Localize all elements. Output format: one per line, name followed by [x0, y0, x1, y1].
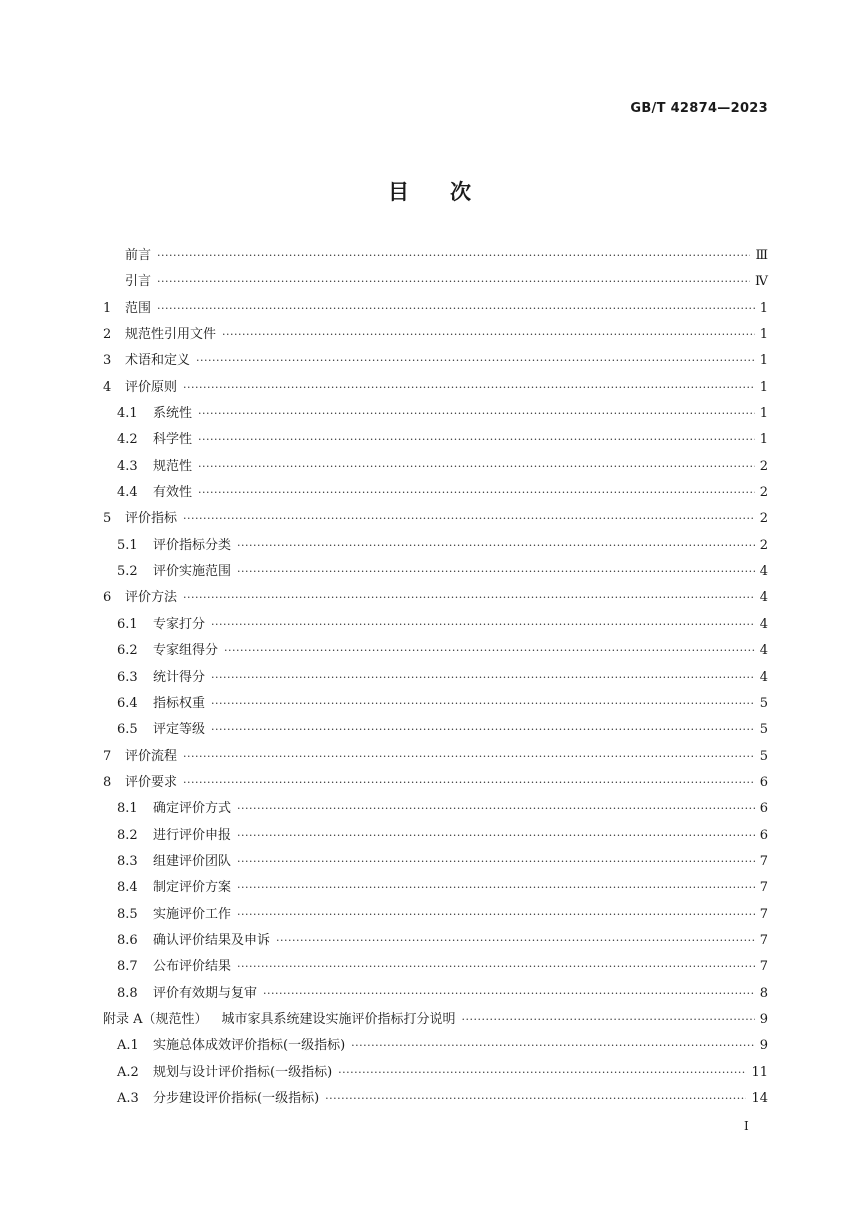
- toc-entry-number: 8: [103, 774, 112, 790]
- toc-entry[interactable]: [103, 903, 768, 929]
- toc-entry-label: 专家组得分: [153, 643, 219, 659]
- toc-entry[interactable]: [103, 982, 768, 1008]
- toc-entry-page: 5: [759, 722, 768, 738]
- toc-entry-number: 8.8: [117, 985, 138, 1001]
- toc-entry-label: 评价指标: [125, 511, 178, 527]
- dot-leader: [237, 881, 755, 894]
- toc-entry-page: 1: [759, 406, 768, 422]
- toc-entry-number: 6: [103, 590, 112, 606]
- toc-entry-page: 1: [759, 379, 768, 395]
- dot-leader: [157, 302, 755, 315]
- toc-entry-number: A.1: [117, 1038, 139, 1054]
- toc-entry-number: 8.4: [117, 880, 138, 896]
- table-of-contents: [103, 244, 768, 1113]
- dot-leader: [198, 460, 755, 473]
- toc-entry-number: 6.1: [117, 616, 138, 632]
- toc-entry-page: 7: [759, 880, 768, 896]
- toc-entry-label: 评价实施范围: [153, 564, 232, 580]
- toc-entry[interactable]: [103, 1008, 768, 1034]
- toc-entry-label: 评定等级: [153, 722, 206, 738]
- dot-leader: [276, 934, 755, 947]
- toc-entry-number: 4: [103, 379, 112, 395]
- toc-entry-page: 2: [759, 537, 768, 553]
- toc-entry-number: 4.1: [117, 406, 138, 422]
- toc-entry-page: 4: [759, 590, 768, 606]
- toc-entry[interactable]: [103, 323, 768, 349]
- toc-entry-page: 5: [759, 695, 768, 711]
- toc-entry[interactable]: [103, 586, 768, 612]
- toc-entry-number: 6.4: [117, 695, 138, 711]
- dot-leader: [211, 618, 755, 631]
- dot-leader: [237, 908, 755, 921]
- toc-entry-label: 系统性: [153, 406, 193, 422]
- page-title: [0, 176, 860, 206]
- dot-leader: [237, 829, 755, 842]
- toc-entry-label: 术语和定义: [125, 353, 191, 369]
- toc-entry-page: 8: [759, 985, 768, 1001]
- toc-entry-label: 评价原则: [125, 379, 178, 395]
- title-char-1: 目: [388, 180, 410, 204]
- toc-entry[interactable]: [103, 270, 768, 296]
- toc-entry-page: 5: [759, 748, 768, 764]
- toc-entry-number: A.2: [117, 1064, 139, 1080]
- toc-entry[interactable]: [103, 797, 768, 823]
- toc-entry-page: 4: [759, 564, 768, 580]
- dot-leader: [237, 802, 755, 815]
- dot-leader: [237, 565, 755, 578]
- toc-entry[interactable]: [103, 560, 768, 586]
- toc-entry[interactable]: [103, 481, 768, 507]
- toc-entry-number: 5.2: [117, 564, 138, 580]
- toc-entry-label: 评价有效期与复审: [153, 985, 258, 1001]
- toc-entry[interactable]: [103, 455, 768, 481]
- dot-leader: [198, 407, 755, 420]
- toc-entry-label: 实施评价工作: [153, 906, 232, 922]
- toc-entry[interactable]: [103, 955, 768, 981]
- dot-leader: [183, 750, 755, 763]
- toc-entry-page: 7: [759, 906, 768, 922]
- toc-entry[interactable]: [103, 402, 768, 428]
- toc-entry[interactable]: [103, 745, 768, 771]
- toc-entry-number: 8.3: [117, 853, 138, 869]
- toc-entry-page: 2: [759, 458, 768, 474]
- dot-leader: [237, 539, 755, 552]
- page-folio: I: [744, 1119, 749, 1133]
- toc-entry-label: 确定评价方式: [153, 801, 232, 817]
- toc-entry-number: 8.6: [117, 932, 138, 948]
- dot-leader: [351, 1039, 755, 1052]
- toc-entry-number: 5.1: [117, 537, 138, 553]
- dot-leader: [196, 354, 755, 367]
- toc-entry-number: 6.5: [117, 722, 138, 738]
- dot-leader: [198, 486, 755, 499]
- toc-entry-number: 6.3: [117, 669, 138, 685]
- toc-entry-label: 城市家具系统建设实施评价指标打分说明: [221, 1011, 456, 1027]
- toc-entry-number: 8.2: [117, 827, 138, 843]
- title-char-2: 次: [450, 180, 472, 204]
- toc-entry-label: 专家打分: [153, 616, 206, 632]
- toc-entry[interactable]: [103, 876, 768, 902]
- dot-leader: [157, 275, 750, 288]
- toc-entry-page: 1: [759, 327, 768, 343]
- toc-entry-label: 分步建设评价指标(一级指标): [153, 1091, 320, 1106]
- toc-entry[interactable]: [103, 507, 768, 533]
- toc-entry[interactable]: [103, 771, 768, 797]
- toc-entry[interactable]: [103, 639, 768, 665]
- dot-leader: [211, 671, 755, 684]
- toc-entry-label: 引言: [125, 274, 152, 290]
- toc-entry-number: 2: [103, 327, 112, 343]
- toc-entry-page: 1: [759, 353, 768, 369]
- toc-entry-number: 7: [103, 748, 112, 764]
- toc-entry-label: 规范性: [153, 458, 193, 474]
- toc-entry-number: 1: [103, 300, 112, 316]
- toc-entry[interactable]: [103, 428, 768, 454]
- toc-entry[interactable]: [103, 244, 768, 270]
- toc-entry-label: 指标权重: [153, 695, 206, 711]
- toc-entry-number: 4.2: [117, 432, 138, 448]
- toc-entry-page: Ⅲ: [755, 248, 768, 263]
- toc-entry-label: 规划与设计评价指标(一级指标): [153, 1064, 333, 1080]
- toc-entry-page: 6: [759, 827, 768, 843]
- toc-entry[interactable]: [103, 850, 768, 876]
- toc-entry-page: 7: [759, 853, 768, 869]
- toc-entry-label: 评价方法: [125, 590, 178, 606]
- toc-entry[interactable]: [103, 1087, 768, 1113]
- toc-entry-number: 4.3: [117, 458, 138, 474]
- dot-leader: [237, 855, 755, 868]
- toc-entry-label: 评价流程: [125, 748, 178, 764]
- toc-entry-label: 规范性引用文件: [125, 327, 217, 343]
- toc-entry-page: 4: [759, 643, 768, 659]
- toc-entry-page: 1: [759, 432, 768, 448]
- toc-entry-label: 制定评价方案: [153, 880, 232, 896]
- dot-leader: [224, 644, 755, 657]
- toc-entry-label: 评价要求: [125, 774, 178, 790]
- toc-entry-label: 确认评价结果及申诉: [153, 932, 271, 948]
- dot-leader: [198, 433, 755, 446]
- toc-entry-number: 8.7: [117, 959, 138, 975]
- toc-entry[interactable]: [103, 824, 768, 850]
- toc-entry[interactable]: [103, 929, 768, 955]
- toc-entry-label: 进行评价申报: [153, 827, 232, 843]
- toc-entry-page: 2: [759, 511, 768, 527]
- toc-entry[interactable]: [103, 534, 768, 560]
- dot-leader: [462, 1013, 755, 1026]
- dot-leader: [338, 1066, 746, 1079]
- toc-entry-page: 2: [759, 485, 768, 501]
- toc-entry[interactable]: [103, 692, 768, 718]
- toc-entry[interactable]: [103, 1061, 768, 1087]
- dot-leader: [211, 697, 755, 710]
- toc-entry-label: 实施总体成效评价指标(一级指标): [153, 1038, 346, 1054]
- toc-entry-label: 有效性: [153, 485, 193, 501]
- toc-entry-page: 9: [759, 1038, 768, 1054]
- toc-entry-label: 统计得分: [153, 669, 206, 685]
- toc-entry[interactable]: [103, 718, 768, 744]
- toc-entry-number: 5: [103, 511, 112, 527]
- toc-entry-label: 评价指标分类: [153, 537, 232, 553]
- standard-number: GB/T 42874—2023: [630, 101, 768, 116]
- dot-leader: [183, 381, 755, 394]
- dot-leader: [211, 723, 755, 736]
- toc-entry-label: 组建评价团队: [153, 853, 232, 869]
- toc-entry-number: 3: [103, 353, 112, 369]
- toc-entry-page: 14: [751, 1091, 768, 1106]
- toc-entry-number: 6.2: [117, 643, 138, 659]
- dot-leader: [325, 1092, 746, 1105]
- toc-entry-label: 范围: [125, 300, 152, 316]
- toc-entry-number: A.3: [117, 1091, 139, 1106]
- toc-entry[interactable]: [103, 376, 768, 402]
- toc-entry-page: 4: [759, 669, 768, 685]
- toc-entry-label: 公布评价结果: [153, 959, 232, 975]
- toc-entry-number: 8.5: [117, 906, 138, 922]
- toc-entry[interactable]: [103, 297, 768, 323]
- toc-entry-page: 6: [759, 801, 768, 817]
- toc-entry-page: 11: [751, 1064, 768, 1080]
- toc-entry-page: Ⅳ: [755, 274, 768, 290]
- toc-entry-number: 8.1: [117, 801, 138, 817]
- dot-leader: [222, 328, 755, 341]
- toc-entry-page: 4: [759, 616, 768, 632]
- toc-entry-page: 7: [759, 932, 768, 948]
- toc-entry-label: 科学性: [153, 432, 193, 448]
- toc-entry-number: 附录 A（规范性）: [103, 1011, 208, 1027]
- dot-leader: [183, 512, 755, 525]
- toc-entry-label: 前言: [125, 248, 152, 263]
- toc-entry[interactable]: [103, 666, 768, 692]
- toc-entry[interactable]: [103, 349, 768, 375]
- dot-leader: [183, 591, 755, 604]
- toc-entry-page: 6: [759, 774, 768, 790]
- toc-entry-number: 4.4: [117, 485, 138, 501]
- dot-leader: [157, 249, 750, 262]
- dot-leader: [263, 987, 755, 1000]
- toc-entry-page: 1: [759, 300, 768, 316]
- dot-leader: [237, 960, 755, 973]
- toc-entry[interactable]: [103, 613, 768, 639]
- dot-leader: [183, 776, 755, 789]
- toc-entry[interactable]: [103, 1034, 768, 1060]
- toc-entry-page: 9: [759, 1011, 768, 1027]
- toc-entry-page: 7: [759, 959, 768, 975]
